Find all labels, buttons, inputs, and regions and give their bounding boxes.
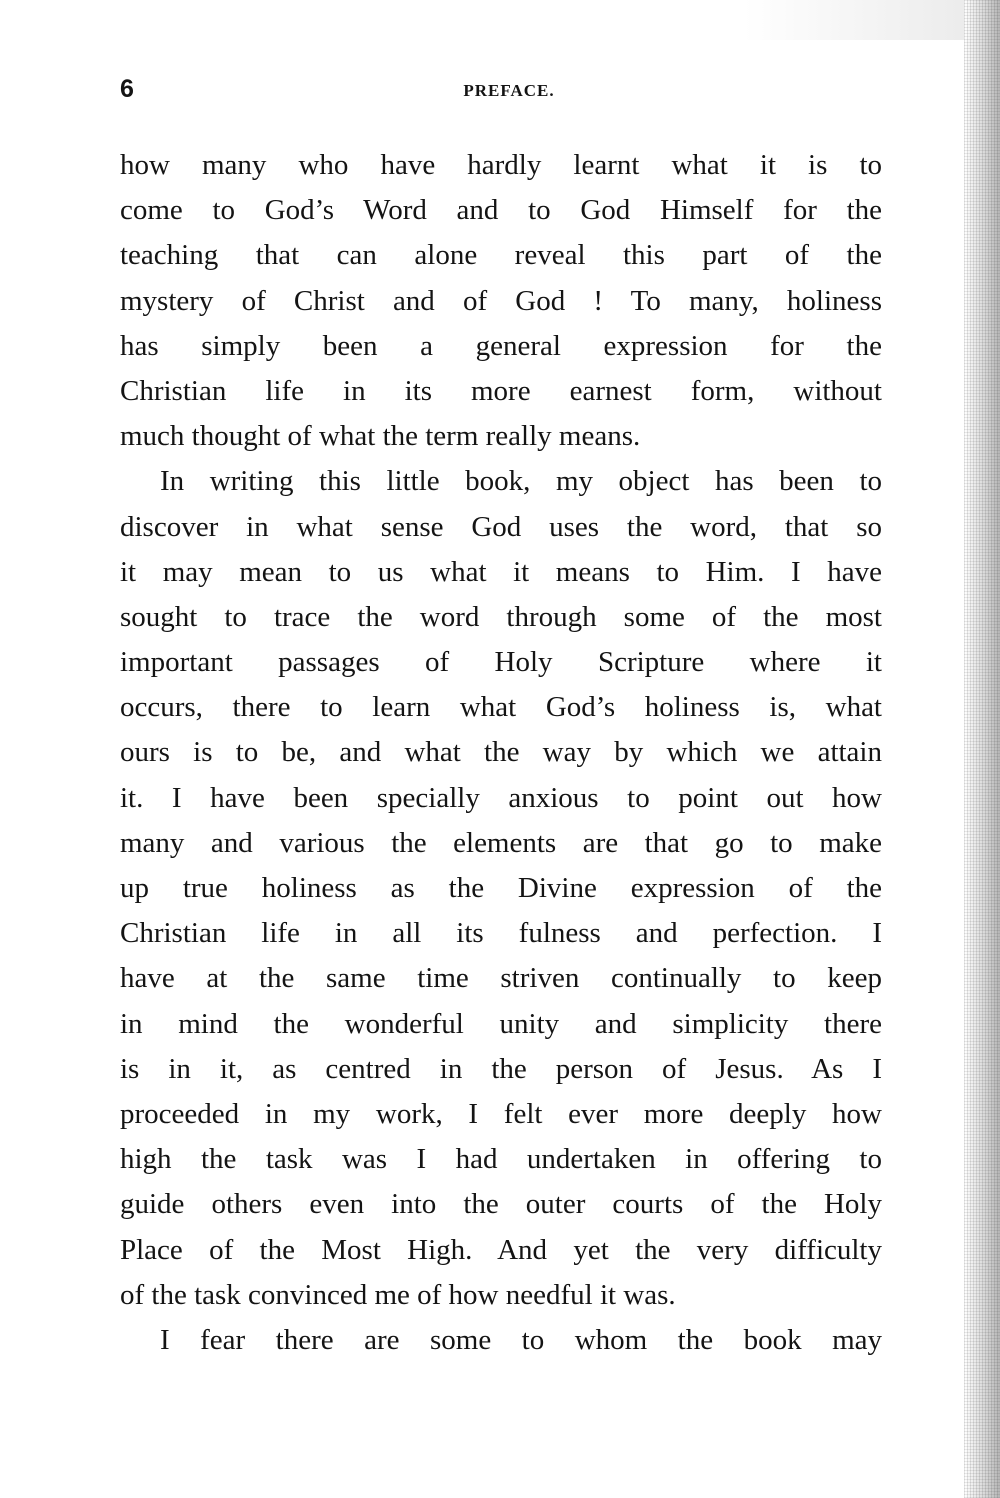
scan-edge-shadow: [964, 0, 1000, 1498]
scan-shade: [744, 0, 964, 40]
page-number: 6: [120, 75, 134, 103]
text-line: is in it, as centred in the person of Jesus. As I: [120, 1052, 882, 1085]
text-line: have at the same time striven continually to keep: [120, 962, 882, 995]
text-line: has simply been a general expression for the: [120, 329, 882, 362]
text-line: I fear there are some to whom the book may: [160, 1323, 882, 1356]
paragraph: [120, 1318, 882, 1363]
text-line: it. I have been specially anxious to point out how: [120, 781, 882, 814]
page-header: [120, 74, 882, 104]
text-line: mystery of Christ and of God ! To many, holiness: [120, 284, 882, 317]
body-text: [120, 143, 882, 1363]
text-line: ours is to be, and what the way by which we attain: [120, 736, 882, 769]
text-line: teaching that can alone reveal this part of the: [120, 239, 882, 272]
text-line: up true holiness as the Divine expression of the: [120, 872, 882, 904]
text-line: guide others even into the outer courts of the Holy: [120, 1188, 882, 1221]
text-line: occurs, there to learn what God’s holiness is, what: [120, 691, 882, 724]
text-line: how many who have hardly learnt what it is to: [120, 149, 882, 181]
text-line: come to God’s Word and to God Himself for the: [120, 194, 882, 227]
paragraph-continued: [120, 143, 882, 459]
paragraph: [120, 459, 882, 1318]
text-line: sought to trace the word through some of the most: [120, 600, 882, 633]
text-line: discover in what sense God uses the word, that so: [120, 510, 882, 543]
text-line: Place of the Most High. And yet the very difficulty: [120, 1233, 882, 1266]
running-head: PREFACE.: [463, 81, 555, 100]
text-line: it may mean to us what it means to Him. I have: [120, 555, 882, 588]
text-line: proceeded in my work, I felt ever more deeply how: [120, 1097, 882, 1130]
text-line: high the task was I had undertaken in offering to: [120, 1143, 882, 1176]
text-line: much thought of what the term really means.: [120, 420, 641, 453]
text-line: important passages of Holy Scripture where it: [120, 646, 882, 679]
text-line: In writing this little book, my object has been to: [160, 465, 882, 498]
text-line: of the task convinced me of how needful it was.: [120, 1278, 676, 1311]
text-line: many and various the elements are that go to make: [120, 826, 882, 859]
text-line: Christian life in its more earnest form, without: [120, 374, 882, 407]
text-line: Christian life in all its fulness and perfection. I: [120, 917, 882, 950]
text-line: in mind the wonderful unity and simplicity there: [120, 1007, 882, 1040]
